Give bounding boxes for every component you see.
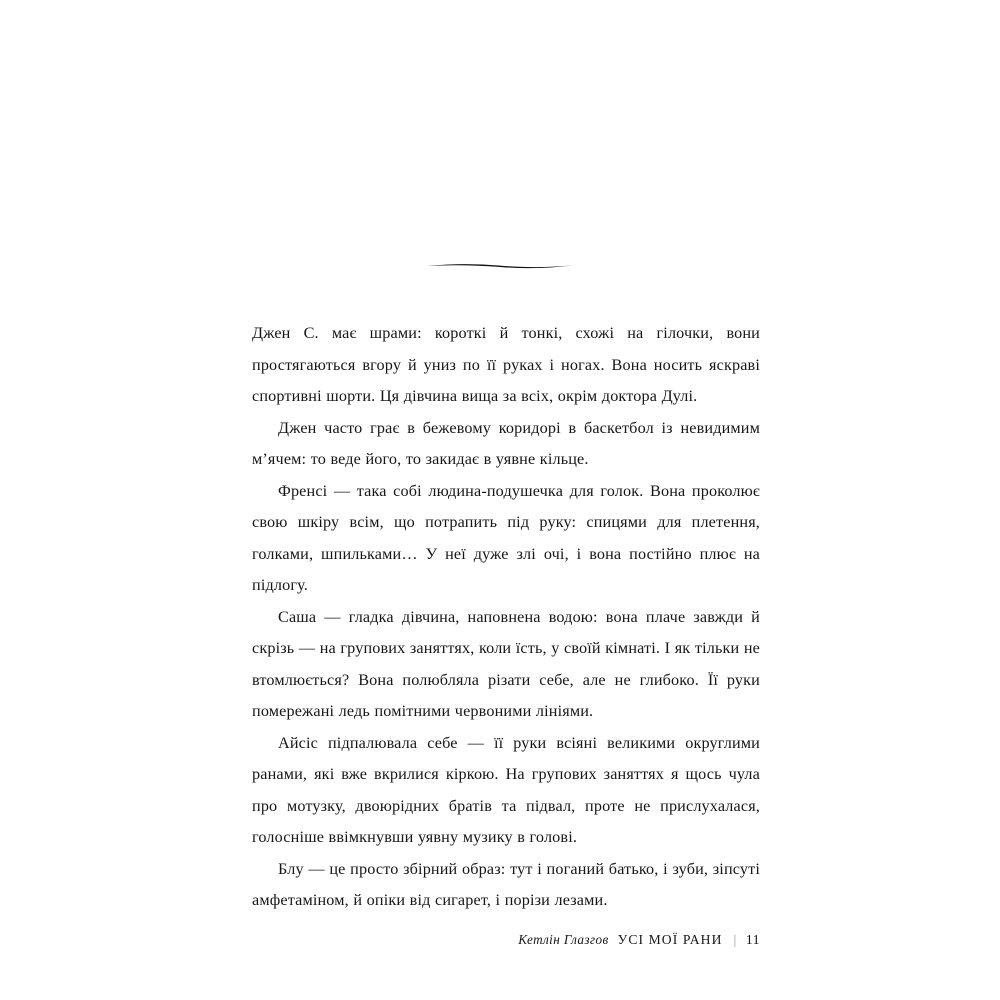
footer-separator: | [733,933,737,948]
footer-book-title: УСІ МОЇ РАНИ [617,932,723,947]
paragraph: Джен часто грає в бежевому коридорі в баскетбол із невидимим м’ячем: то веде його, то закидає в уявне кільце. [252,418,760,468]
ornament-container [0,262,1000,270]
page-number: 11 [745,933,760,948]
paragraph: Френсі — така собі людина-подушечка для голок. Вона проколює свою шкіру всім, що потрапить під руку: спицями для плетення, голками, шпильками… У неї дуже злі очі, і вона постійно плює на підлогу. [252,481,760,594]
footer-author: Кетлін Глазгов [518,932,609,947]
decorative-rule-icon [427,262,573,270]
paragraph: Айсіс підпалювала себе — її руки всіяні великими округлими ранами, які вже вкрилися кіркою. На групових заняттях я щось чула про мотузку, двоюрідних братів та підвал, проте не прислухалася, голосніше ввімкнувши уявну музику в голові. [252,733,760,846]
paragraph: Джен С. має шрами: короткі й тонкі, схожі на гілочки, вони простягаються вгору й униз по її руках і ногах. Вона носить яскраві спортивні шорти. Ця дівчина вища за всіх, окрім доктора Дулі. [252,324,760,405]
page-footer [252,932,760,949]
paragraph: Блу — це просто збірний образ: тут і поганий батько, і зуби, зіпсуті амфетаміном, й опіки від сигарет, і порізи лезами. [252,859,760,909]
body-text [252,318,760,917]
paragraph: Саша — гладка дівчина, наповнена водою: вона плаче завжди й скрізь — на групових заняттях, коли їсть, у своїй кімнаті. І як тільки не втомлюється? Вона полюбляла різати себе, але не глибоко. Її руки помережані ледь помітними червоними лініями. [252,607,760,720]
